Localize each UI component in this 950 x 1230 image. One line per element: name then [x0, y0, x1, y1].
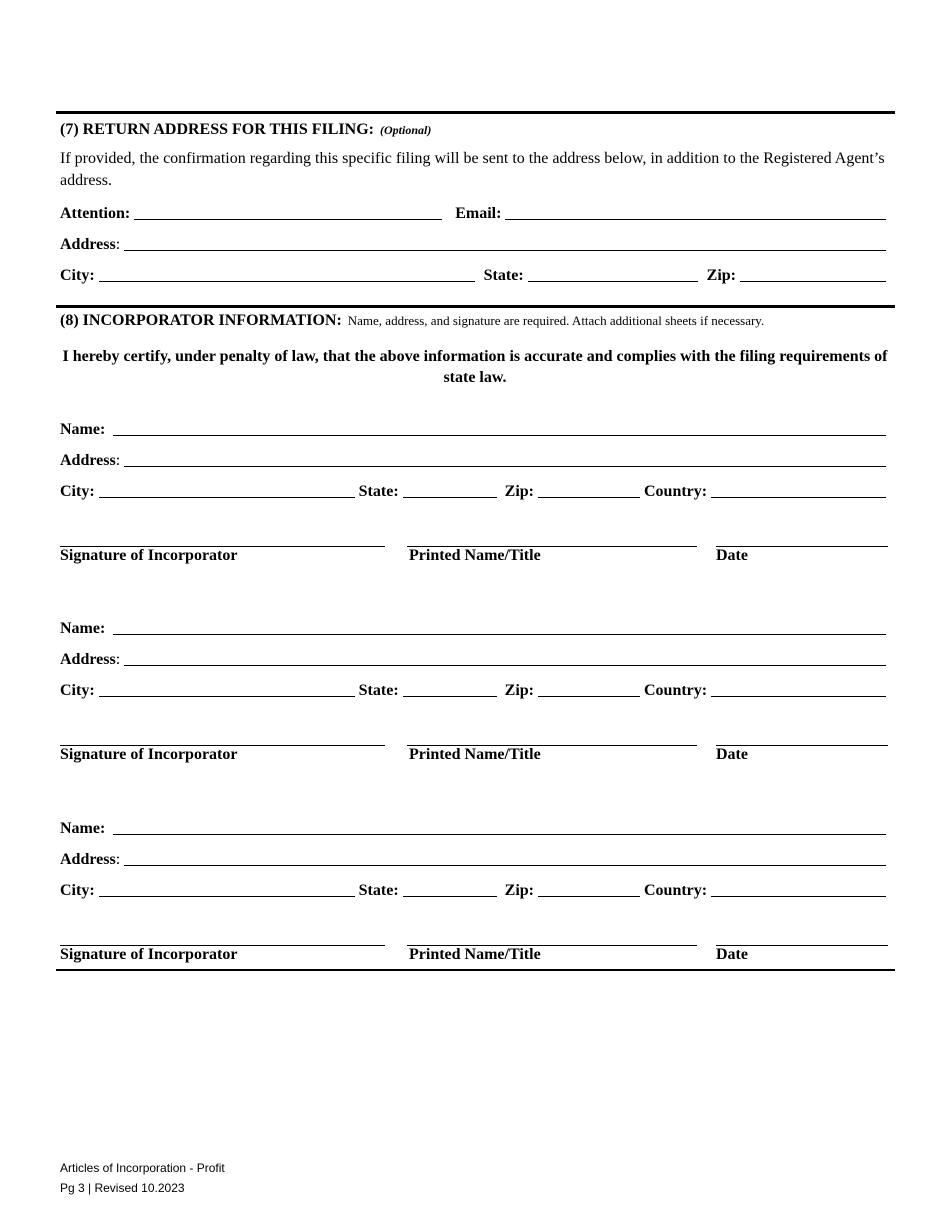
- section-8-note: Name, address, and signature are required. Attach additional sheets if necessary.: [347, 313, 765, 328]
- city-label: City:: [60, 267, 95, 284]
- signature-label: Signature of Incorporator: [60, 547, 238, 564]
- address-label: Address: [60, 851, 116, 868]
- return-zip-field[interactable]: [740, 263, 886, 282]
- incorporator-address-field[interactable]: [124, 448, 886, 467]
- optional-label: (Optional): [379, 123, 432, 137]
- incorporator-zip-field[interactable]: [538, 678, 640, 697]
- state-label: State:: [483, 267, 524, 284]
- printed-name-label: Printed Name/Title: [409, 746, 541, 763]
- return-state-field[interactable]: [528, 263, 698, 282]
- address-label: Address: [60, 651, 116, 668]
- incorporator-name-field[interactable]: [113, 816, 886, 835]
- incorporator-city-field[interactable]: [99, 479, 355, 498]
- printed-name-label: Printed Name/Title: [409, 946, 541, 963]
- section-7-title: (7) RETURN ADDRESS FOR THIS FILING:: [60, 121, 374, 138]
- email-label: Email:: [455, 205, 502, 222]
- signature-label: Signature of Incorporator: [60, 946, 238, 963]
- attention-label: Attention:: [60, 205, 131, 222]
- zip-label: Zip:: [504, 682, 534, 699]
- date-label: Date: [716, 547, 748, 564]
- incorporator-name-row: [60, 615, 886, 639]
- incorporator-city-row: [60, 478, 886, 502]
- incorporator-address-row: Address:: [60, 646, 886, 670]
- zip-label: Zip:: [504, 882, 534, 899]
- section-divider: [56, 111, 895, 114]
- attention-field[interactable]: [134, 201, 442, 220]
- incorporator-city-row: [60, 677, 886, 701]
- incorporator-zip-field[interactable]: [538, 479, 640, 498]
- certification-statement: I hereby certify, under penalty of law, that the above information is accurate and complies with the filing requirements of state law.: [62, 348, 888, 386]
- incorporator-address-field[interactable]: [124, 847, 886, 866]
- incorporator-country-field[interactable]: [711, 678, 886, 697]
- incorporator-state-field[interactable]: [403, 878, 497, 897]
- zip-label: Zip:: [504, 483, 534, 500]
- section-divider: [56, 969, 895, 971]
- date-label: Date: [716, 946, 748, 963]
- return-city-field[interactable]: [99, 263, 475, 282]
- country-label: Country:: [643, 882, 708, 899]
- incorporator-city-row: [60, 877, 886, 901]
- email-field[interactable]: [505, 201, 886, 220]
- date-label: Date: [716, 746, 748, 763]
- section-8-heading: [60, 312, 764, 330]
- incorporator-state-field[interactable]: [403, 678, 497, 697]
- footer-document-title: Articles of Incorporation - Profit: [60, 1161, 225, 1175]
- name-label: Name:: [60, 820, 106, 837]
- state-label: State:: [358, 483, 399, 500]
- incorporator-city-field[interactable]: [99, 678, 355, 697]
- name-label: Name:: [60, 421, 106, 438]
- section-7-description: If provided, the confirmation regarding this specific filing will be sent to the address below, in addition to the Registered Agent’s address.: [60, 150, 885, 189]
- incorporator-name-field[interactable]: [113, 616, 886, 635]
- country-label: Country:: [643, 483, 708, 500]
- zip-label: Zip:: [706, 267, 736, 284]
- incorporator-address-row: Address:: [60, 846, 886, 870]
- name-label: Name:: [60, 620, 106, 637]
- attention-email-row: [60, 200, 886, 224]
- incorporator-city-field[interactable]: [99, 878, 355, 897]
- return-address-row: Address:: [60, 231, 886, 255]
- city-label: City:: [60, 483, 95, 500]
- state-label: State:: [358, 682, 399, 699]
- address-label: Address: [60, 236, 116, 253]
- state-label: State:: [358, 882, 399, 899]
- address-label: Address: [60, 452, 116, 469]
- city-label: City:: [60, 682, 95, 699]
- footer-page-info: Pg 3 | Revised 10.2023: [60, 1181, 185, 1195]
- incorporator-address-field[interactable]: [124, 647, 886, 666]
- incorporator-zip-field[interactable]: [538, 878, 640, 897]
- signature-label: Signature of Incorporator: [60, 746, 238, 763]
- incorporator-name-row: [60, 416, 886, 440]
- incorporator-name-field[interactable]: [113, 417, 886, 436]
- return-address-field[interactable]: [124, 232, 886, 251]
- section-8-title: (8) INCORPORATOR INFORMATION:: [60, 312, 342, 329]
- city-label: City:: [60, 882, 95, 899]
- printed-name-label: Printed Name/Title: [409, 547, 541, 564]
- incorporator-country-field[interactable]: [711, 878, 886, 897]
- section-7-heading: [60, 121, 431, 139]
- incorporator-address-row: Address:: [60, 447, 886, 471]
- city-state-zip-row: [60, 262, 886, 286]
- country-label: Country:: [643, 682, 708, 699]
- incorporator-state-field[interactable]: [403, 479, 497, 498]
- section-divider: [56, 305, 895, 308]
- incorporator-name-row: [60, 815, 886, 839]
- incorporator-country-field[interactable]: [711, 479, 886, 498]
